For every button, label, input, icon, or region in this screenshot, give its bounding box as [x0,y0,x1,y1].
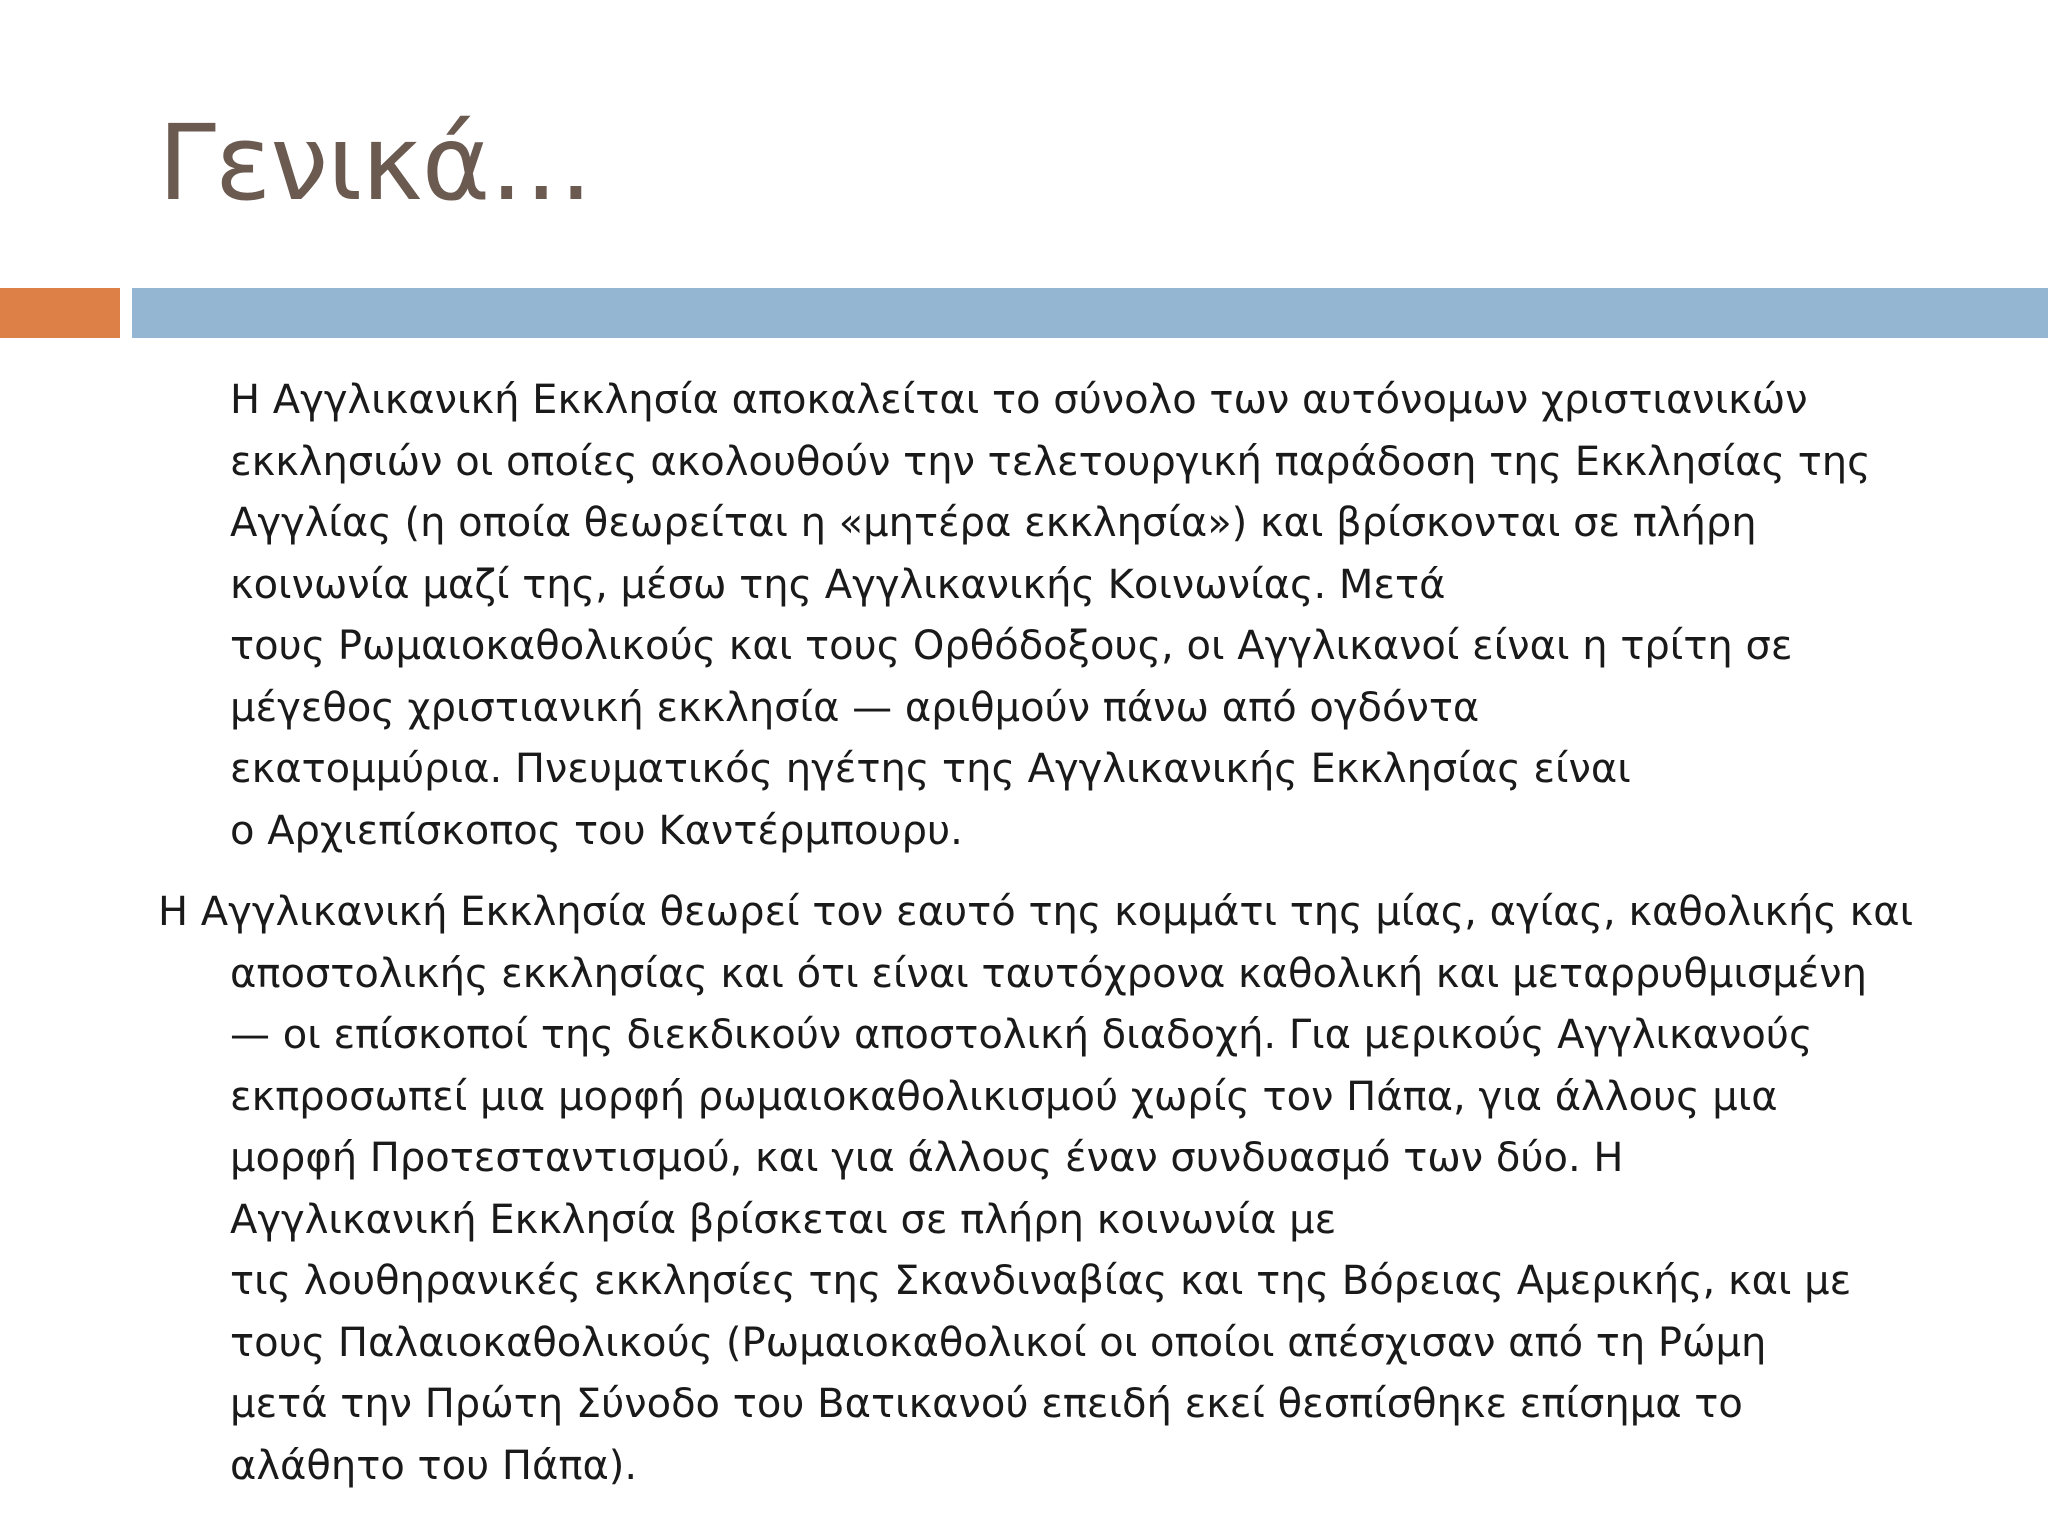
text-line: ο Αρχιεπίσκοπος του Καντέρμπουρυ. [230,807,963,854]
text-line: τους Παλαιοκαθολικούς (Ρωμαιοκαθολικοί οι οποίοι απέσχισαν από τη Ρώμη [230,1319,1767,1366]
slide-title: Γενικά… [158,102,593,224]
paragraph-anglican-definition [158,370,1958,862]
text-line: αποστολικής εκκλησίας και ότι είναι ταυτόχρονα καθολική και μεταρρυθμισμένη [230,950,1867,997]
text-line: τις λουθηρανικές εκκλησίες της Σκανδιναβίας και της Βόρειας Αμερικής, και με [230,1258,1852,1304]
text-line: εκπροσωπεί μια μορφή ρωμαιοκαθολικισμού χωρίς τον Πάπα, για άλλους μια [230,1073,1778,1120]
text-line: εκατομμύρια. Πνευματικός ηγέτης της Αγγλικανικής Εκκλησίας είναι [230,746,1631,792]
text-line: Αγγλίας (η οποία θεωρείται η «μητέρα εκκλησία») και βρίσκονται σε πλήρη [230,500,1757,546]
text-line: τους Ρωμαιοκαθολικούς και τους Ορθόδοξους, οι Αγγλικανοί είναι η τρίτη σε [230,623,1793,669]
accent-bar-orange [0,288,120,338]
text-line: — οι επίσκοποί της διεκδικούν αποστολική διαδοχή. Για μερικούς Αγγλικανούς [230,1012,1813,1058]
text-line: κοινωνία μαζί της, μέσω της Αγγλικανικής Κοινωνίας. Μετά [230,561,1446,608]
text-line: εκκλησιών οι οποίες ακολουθούν την τελετουργική παράδοση της Εκκλησίας της [230,438,1871,485]
paragraph-anglican-identity [158,882,1958,1497]
text-line: Η Αγγλικανική Εκκλησία θεωρεί τον εαυτό της κομμάτι της μίας, αγίας, καθολικής και [158,889,1914,935]
text-line: μετά την Πρώτη Σύνοδο του Βατικανού επειδή εκεί θεσπίσθηκε επίσημα το [230,1381,1743,1427]
text-line: μορφή Προτεσταντισμού, και για άλλους έναν συνδυασμό των δύο. Η [230,1135,1624,1181]
text-line: Η Αγγλικανική Εκκλησία αποκαλείται το σύνολο των αυτόνομων χριστιανικών [230,377,1808,423]
text-line: Αγγλικανική Εκκλησία βρίσκεται σε πλήρη κοινωνία με [230,1196,1337,1243]
slide-body [158,370,1958,1497]
text-line: μέγεθος χριστιανική εκκλησία — αριθμούν πάνω από ογδόντα [230,684,1480,731]
text-line: αλάθητο του Πάπα). [230,1442,638,1489]
accent-bar-blue [132,288,2048,338]
